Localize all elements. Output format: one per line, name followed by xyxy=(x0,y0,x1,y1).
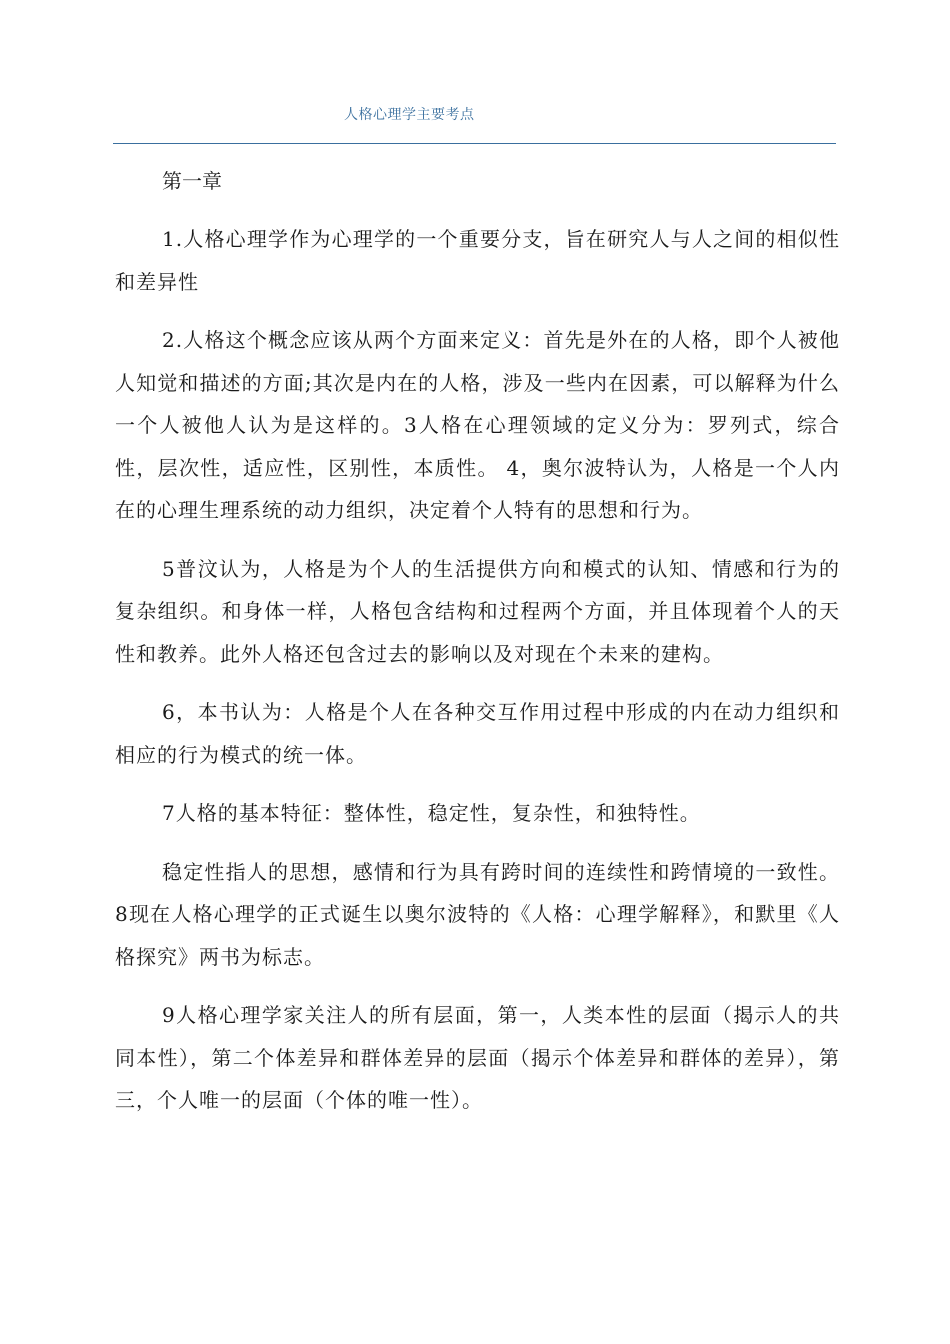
paragraph-3: 5普汶认为，人格是为个人的生活提供方向和模式的认知、情感和行为的复杂组织。和身体一样，人格包含结构和过程两个方面，并且体现着个人的天性和教养。此外人格还包含过去的影响以及对现在个未来的建构。 xyxy=(115,556,840,666)
paragraph-7: 9人格心理学家关注人的所有层面，第一，人类本性的层面（揭示人的共同本性），第二个体差异和群体差异的层面（揭示个体差异和群体的差异），第三，个人唯一的层面（个体的唯一性）。 xyxy=(115,1003,840,1112)
paragraph-5: 7人格的基本特征：整体性，稳定性，复杂性，和独特性。 xyxy=(162,801,701,825)
paragraph-1: 1.人格心理学作为心理学的一个重要分支，旨在研究人与人之间的相似性和差异性 xyxy=(115,227,840,294)
document-body xyxy=(115,160,840,1138)
header-divider xyxy=(113,143,836,144)
paragraph-6: 稳定性指人的思想，感情和行为具有跨时间的连续性和跨情境的一致性。8现在人格心理学的正式诞生以奥尔波特的《人格：心理学解释》，和默里《人格探究》两书为标志。 xyxy=(115,859,840,969)
running-header-title: 人格心理学主要考点 xyxy=(344,107,475,123)
paragraph-4: 6，本书认为：人格是个人在各种交互作用过程中形成的内在动力组织和相应的行为模式的统一体。 xyxy=(115,700,840,767)
paragraph-2: 2.人格这个概念应该从两个方面来定义：首先是外在的人格，即个人被他人知觉和描述的方面;其次是内在的人格，涉及一些内在因素，可以解释为什么一个人被他人认为是这样的。3人格在心理领域的定义分为：罗列式，综合性，层次性，适应性，区别性，本质性。 4，奥尔波特认为，人格是一个人内在的心理生理系统的动力组织，决定着个人特有的思想和行为。 xyxy=(115,328,840,522)
chapter-heading: 第一章 xyxy=(162,169,222,193)
